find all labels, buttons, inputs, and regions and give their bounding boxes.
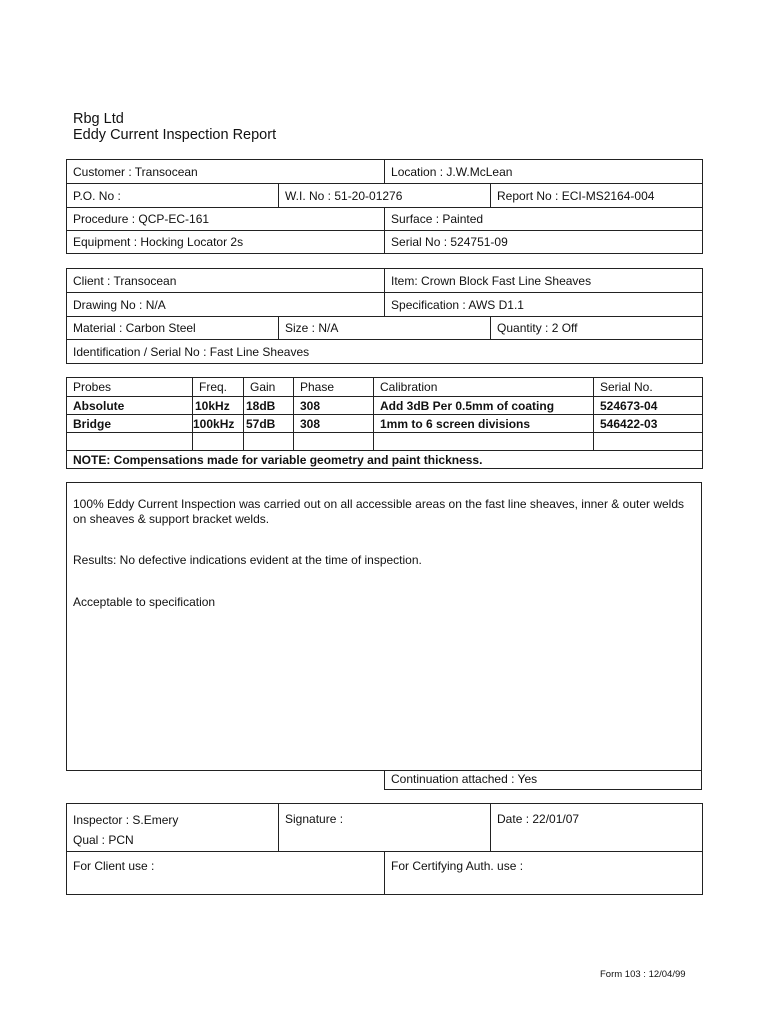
drawing-no-cell: Drawing No : N/A <box>67 293 385 317</box>
location-cell: Location : J.W.McLean <box>385 160 703 184</box>
probe-phase <box>294 433 374 451</box>
continuation-cell: Continuation attached : Yes <box>384 770 702 790</box>
signoff-table <box>66 803 703 895</box>
header-freq: Freq. <box>193 378 244 397</box>
probe-calibration: Add 3dB Per 0.5mm of coating <box>374 397 594 415</box>
probe-phase: 308 <box>294 397 374 415</box>
report-no-cell: Report No : ECI-MS2164-004 <box>491 184 703 208</box>
probe-gain: 57dB <box>244 415 294 433</box>
results-paragraph-2: Results: No defective indications evident at the time of inspection. <box>73 553 422 567</box>
probe-name: Bridge <box>67 415 193 433</box>
results-paragraph-1: 100% Eddy Current Inspection was carried out on all accessible areas on the fast line sheaves, inner & outer welds on sheaves & support bracket welds. <box>73 497 685 526</box>
inspector-cell <box>67 804 279 852</box>
header-probes: Probes <box>67 378 193 397</box>
customer-cell: Customer : Transocean <box>67 160 385 184</box>
po-cell: P.O. No : <box>67 184 279 208</box>
company-name: Rbg Ltd <box>73 111 124 127</box>
probe-serial: 546422-03 <box>594 415 703 433</box>
signature-cell: Signature : <box>279 804 491 852</box>
cert-auth-use-cell: For Certifying Auth. use : <box>385 852 703 895</box>
table-row <box>67 415 703 433</box>
probes-note: NOTE: Compensations made for variable geometry and paint thickness. <box>67 451 703 469</box>
probe-freq: 10kHz <box>193 397 244 415</box>
probe-freq <box>193 433 244 451</box>
header-phase: Phase <box>294 378 374 397</box>
client-use-cell: For Client use : <box>67 852 385 895</box>
material-cell: Material : Carbon Steel <box>67 317 279 340</box>
table-row <box>67 397 703 415</box>
size-cell: Size : N/A <box>279 317 491 340</box>
probe-name: Absolute <box>67 397 193 415</box>
inspector-qual: Qual : PCN <box>73 833 134 847</box>
serial-no-cell: Serial No : 524751-09 <box>385 231 703 254</box>
header-calibration: Calibration <box>374 378 594 397</box>
probe-name <box>67 433 193 451</box>
item-details-table <box>66 268 703 364</box>
item-cell: Item: Crown Block Fast Line Sheaves <box>385 269 703 293</box>
identification-cell: Identification / Serial No : Fast Line Sheaves <box>67 340 703 364</box>
probes-header-row <box>67 378 703 397</box>
specification-cell: Specification : AWS D1.1 <box>385 293 703 317</box>
probe-calibration <box>374 433 594 451</box>
inspector-name: Inspector : S.Emery <box>73 813 179 827</box>
table-row <box>67 433 703 451</box>
wi-cell: W.I. No : 51-20-01276 <box>279 184 491 208</box>
equipment-cell: Equipment : Hocking Locator 2s <box>67 231 385 254</box>
probe-freq: 100kHz <box>193 415 244 433</box>
results-paragraph-3: Acceptable to specification <box>73 595 216 609</box>
quantity-cell: Quantity : 2 Off <box>491 317 703 340</box>
probe-gain <box>244 433 294 451</box>
probes-table <box>66 377 703 469</box>
date-cell: Date : 22/01/07 <box>491 804 703 852</box>
probe-calibration: 1mm to 6 screen divisions <box>374 415 594 433</box>
procedure-cell: Procedure : QCP-EC-161 <box>67 208 385 231</box>
probe-gain: 18dB <box>244 397 294 415</box>
probe-serial: 524673-04 <box>594 397 703 415</box>
probe-serial <box>594 433 703 451</box>
job-details-table <box>66 159 703 254</box>
header-gain: Gain <box>244 378 294 397</box>
header-serial-no: Serial No. <box>594 378 703 397</box>
report-title: Eddy Current Inspection Report <box>73 127 277 143</box>
probe-phase: 308 <box>294 415 374 433</box>
client-cell: Client : Transocean <box>67 269 385 293</box>
surface-cell: Surface : Painted <box>385 208 703 231</box>
form-number: Form 103 : 12/04/99 <box>600 969 686 980</box>
